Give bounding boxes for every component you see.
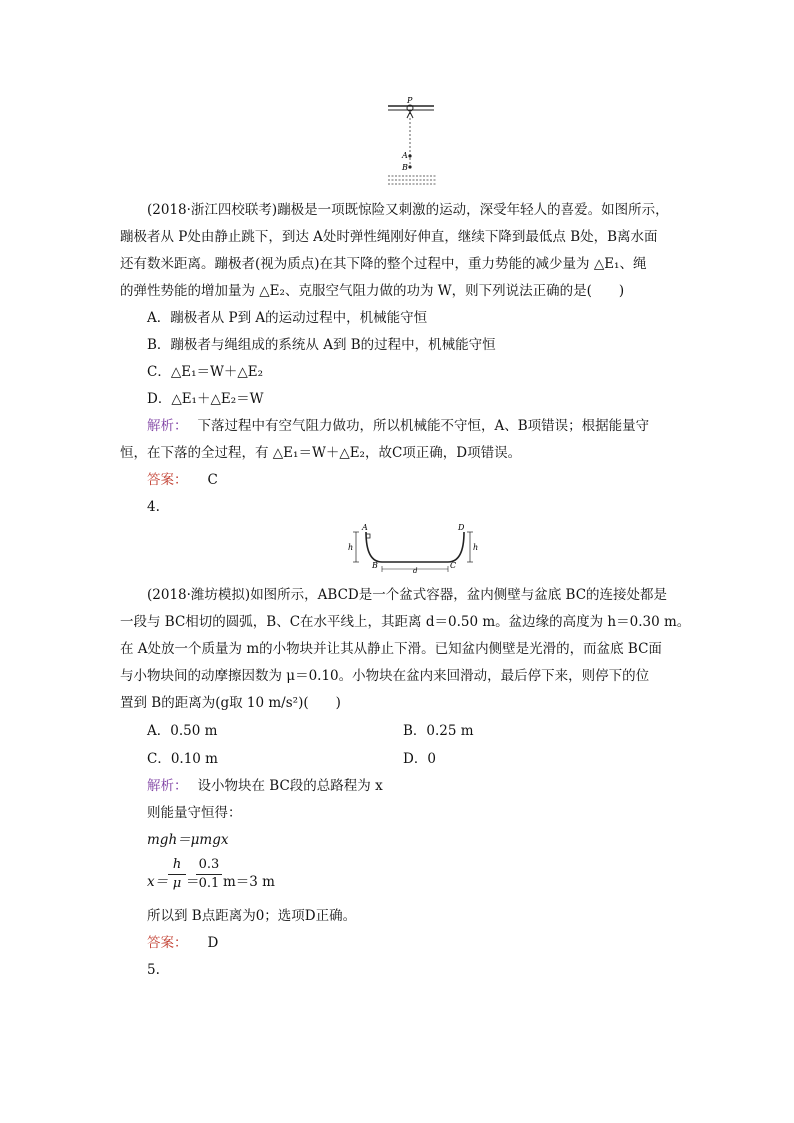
q4-eq2-x: x＝ bbox=[147, 874, 169, 890]
q3-option-c: C．△E₁＝W＋△E₂ bbox=[147, 364, 264, 380]
q4-stem-2: 一段与 BC相切的圆弧，B、C在水平线上，其距离 d＝0.50 m。盆边缘的高度为 h＝0.30 m。 bbox=[120, 614, 691, 630]
q3-answer-label: 答案： bbox=[147, 472, 188, 488]
q4-option-d: D．0 bbox=[403, 751, 436, 767]
q4-equation-1: mgh＝μmgx bbox=[147, 832, 229, 848]
q4-number: 4. bbox=[147, 499, 160, 515]
q4-stem-4: 与小物块间的动摩擦因数为 μ＝0.10。小物块在盆内来回滑动，最后停下来，则停下的位 bbox=[120, 668, 650, 684]
label-h-left: h bbox=[348, 543, 354, 552]
q4-analysis-conclusion: 所以到 B点距离为0；选项D正确。 bbox=[147, 908, 357, 924]
label-a: A bbox=[402, 151, 408, 160]
fraction-mu: μ bbox=[172, 876, 182, 891]
q4-eq2-result: m＝3 m bbox=[223, 874, 275, 890]
q4-eq2-equals: ＝ bbox=[186, 874, 200, 890]
q4-line-1 bbox=[147, 585, 667, 605]
fraction-h: h bbox=[172, 857, 182, 872]
q3-option-d: D．△E₁＋△E₂＝W bbox=[147, 391, 264, 407]
label-b: B bbox=[372, 561, 378, 570]
q4-analysis-2: 则能量守恒得： bbox=[147, 805, 242, 821]
q3-line-1 bbox=[147, 200, 669, 220]
label-a: A bbox=[362, 523, 368, 532]
fraction-num: 0.3 bbox=[198, 857, 220, 872]
q4-answer bbox=[147, 933, 218, 953]
fraction-den: 0.1 bbox=[198, 876, 220, 891]
q5-number: 5. bbox=[147, 962, 160, 978]
q3-analysis-2: 恒，在下落的全过程，有 △E₁＝W＋△E₂，故C项正确，D项错误。 bbox=[120, 445, 522, 461]
label-d: D bbox=[458, 523, 465, 532]
q4-answer-value: D bbox=[207, 935, 219, 951]
q3-stem-2: 蹦极者从 P处由静止跳下，到达 A处时弹性绳刚好伸直，继续下降到最低点 B处，B离水面 bbox=[120, 229, 658, 245]
q4-analysis-text-1: 设小物块在 BC段的总路程为 x bbox=[197, 778, 383, 794]
q4-stem-1: 如图所示，ABCD是一个盆式容器，盆内侧壁与盆底 BC的连接处都是 bbox=[250, 587, 668, 603]
q4-analysis-1 bbox=[147, 776, 383, 796]
q4-stem-3: 在 A处放一个质量为 m的小物块并让其从静止下滑。已知盆内侧壁是光滑的，而盆底 BC面 bbox=[120, 641, 662, 657]
q3-stem-1: 蹦极是一项既惊险又刺激的运动，深受年轻人的喜爱。如图所示， bbox=[277, 202, 669, 218]
q4-source: (2018·潍坊模拟) bbox=[147, 587, 251, 603]
q4-option-b: B．0.25 m bbox=[403, 723, 474, 739]
fraction-bar-2 bbox=[196, 874, 222, 875]
q3-option-a: A．蹦极者从 P到 A的运动过程中，机械能守恒 bbox=[147, 310, 428, 326]
basin-figure bbox=[344, 522, 484, 574]
q4-answer-label: 答案： bbox=[147, 935, 188, 951]
q3-stem-3: 还有数米距离。蹦极者(视为质点)在其下降的整个过程中，重力势能的减少量为 △E₁、绳 bbox=[120, 256, 647, 272]
q3-stem-4: 的弹性势能的增加量为 △E₂、克服空气阻力做的功为 W，则下列说法正确的是( ) bbox=[120, 283, 625, 299]
q4-option-a: A．0.50 m bbox=[147, 723, 218, 739]
q3-option-b: B．蹦极者与绳组成的系统从 A到 B的过程中，机械能守恒 bbox=[147, 337, 496, 353]
q4-option-c: C．0.10 m bbox=[147, 751, 218, 767]
label-p: P bbox=[407, 96, 413, 105]
label-d-distance: d bbox=[413, 567, 418, 574]
q3-analysis-label: 解析： bbox=[147, 418, 188, 434]
label-b: B bbox=[402, 163, 408, 172]
q4-stem-5: 置到 B的距离为(g取 10 m/s²)( ) bbox=[120, 695, 341, 711]
q3-answer-value: C bbox=[207, 472, 218, 488]
q3-analysis-text-1: 下落过程中有空气阻力做功，所以机械能不守恒，A、B项错误；根据能量守 bbox=[197, 418, 650, 434]
q3-answer bbox=[147, 470, 218, 490]
bungee-figure bbox=[380, 92, 444, 188]
q3-analysis-1 bbox=[147, 416, 649, 436]
q4-analysis-label: 解析： bbox=[147, 778, 188, 794]
fraction-bar-1 bbox=[168, 874, 186, 875]
label-h-right: h bbox=[473, 543, 479, 552]
q3-source: (2018·浙江四校联考) bbox=[147, 202, 278, 218]
label-c: C bbox=[450, 561, 457, 570]
